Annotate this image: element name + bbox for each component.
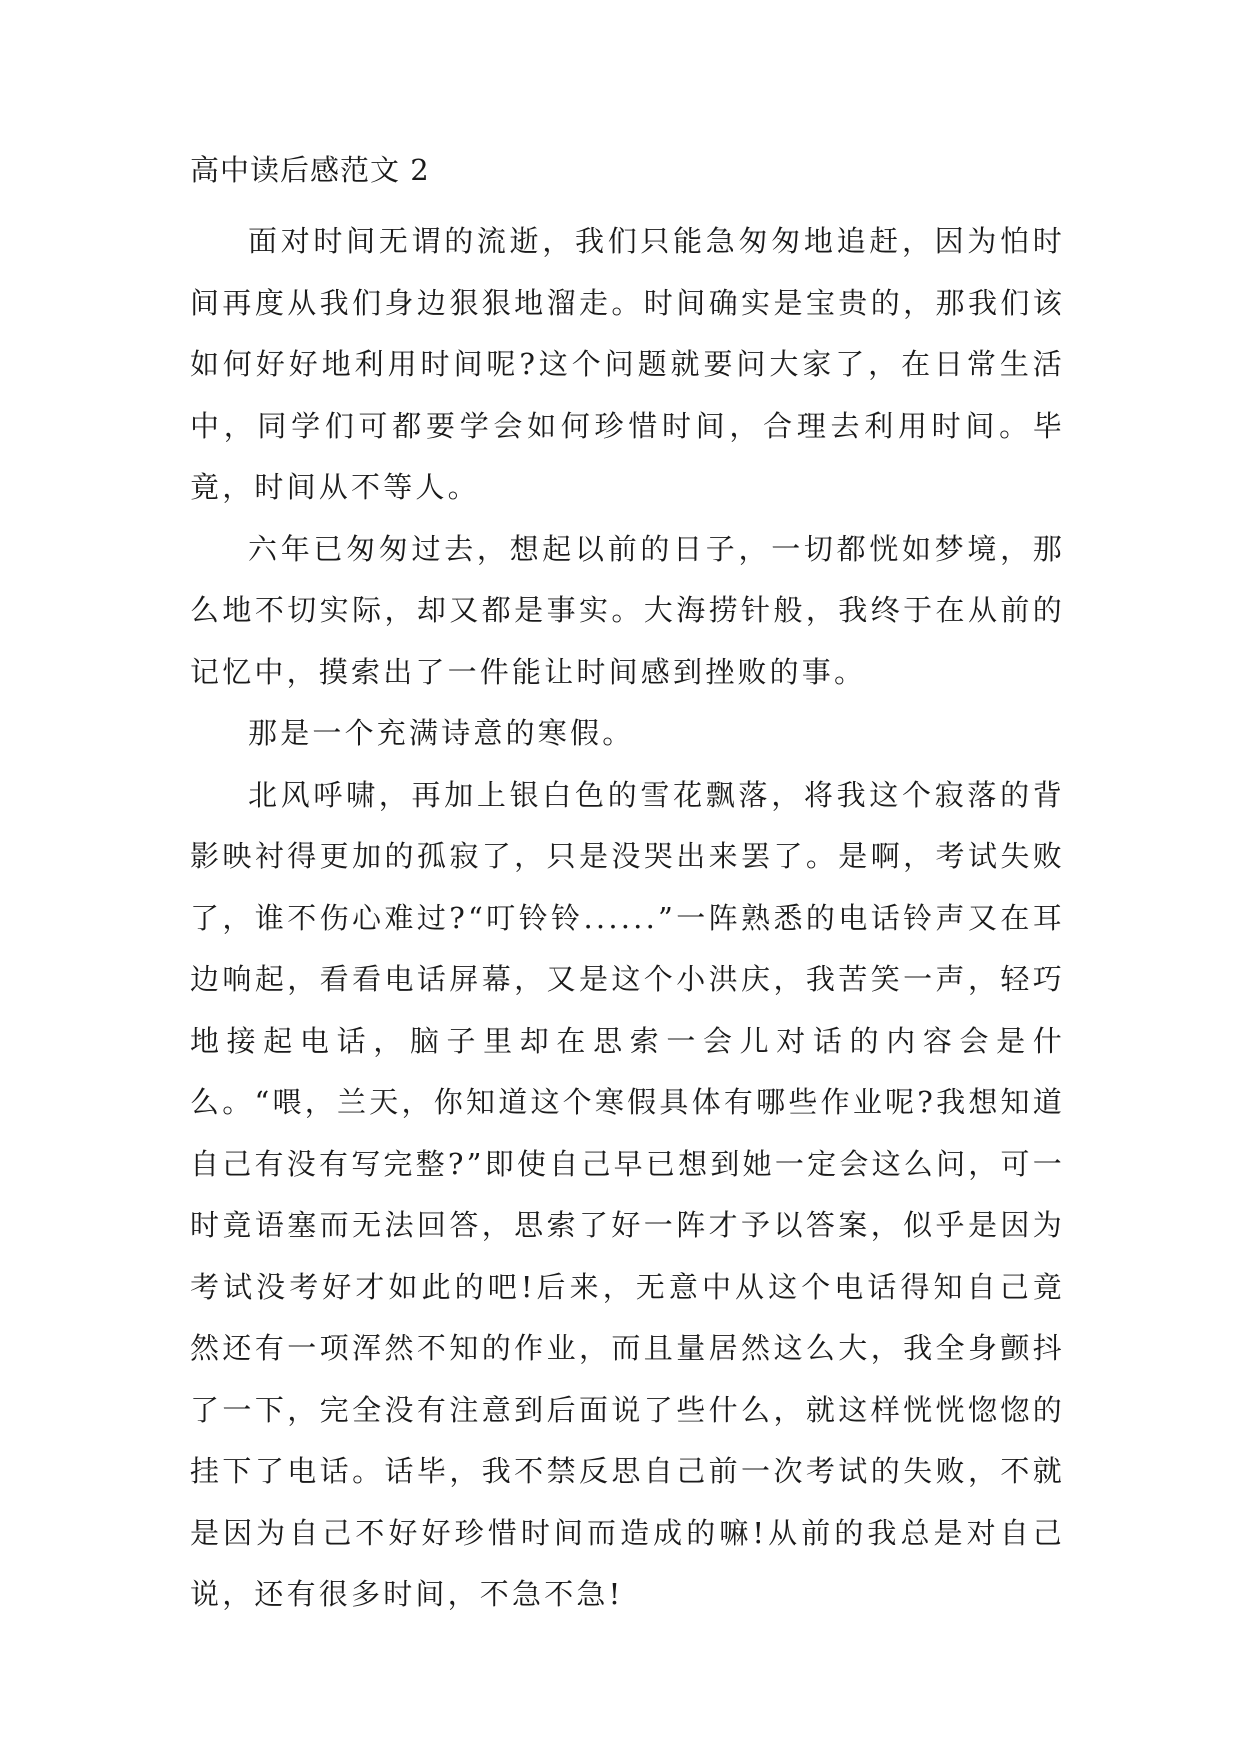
paragraph-3: 那是一个充满诗意的寒假。 (248, 716, 635, 750)
paragraph-2: 六年已匆匆过去，想起以前的日子，一切都恍如梦境，那么地不切实际，却又都是事实。大海捞针般，我终于在从前的记忆中，摸索出了一件能让时间感到挫败的事。 (190, 531, 1065, 689)
paragraph-4: 北风呼啸，再加上银白色的雪花飘落，将我这个寂落的背影映衬得更加的孤寂了，只是没哭出来罢了。是啊，考试失败了，谁不伤心难过?“叮铃铃......”一阵熟悉的电话铃声又在耳边响起，看看电话屏幕，又是这个小洪庆，我苦笑一声，轻巧地接起电话，脑子里却在思索一会儿对话的内容会是什么。“喂，兰天，你知道这个寒假具体有哪些作业呢?我想知道自己有没有写完整?”即使自己早已想到她一定会这么问，可一时竟语塞而无法回答，思索了好一阵才予以答案，似乎是因为考试没考好才如此的吧!后来，无意中从这个电话得知自己竟然还有一项浑然不知的作业，而且量居然这么大，我全身颤抖了一下，完全没有注意到后面说了些什么，就这样恍恍惚惚的挂下了电话。话毕，我不禁反思自己前一次考试的失败，不就是因为自己不好好珍惜时间而造成的嘛!从前的我总是对自己说，还有很多时间，不急不急! (190, 777, 1065, 1611)
document-title: 高中读后感范文 2 (190, 153, 430, 187)
paragraph-1: 面对时间无谓的流逝，我们只能急匆匆地追赶，因为怕时间再度从我们身边狠狠地溜走。时间确实是宝贵的，那我们该如何好好地利用时间呢?这个问题就要问大家了，在日常生活中，同学们可都要学会如何珍惜时间，合理去利用时间。毕竟，时间从不等人。 (190, 224, 1065, 504)
document-page (190, 150, 1065, 1626)
